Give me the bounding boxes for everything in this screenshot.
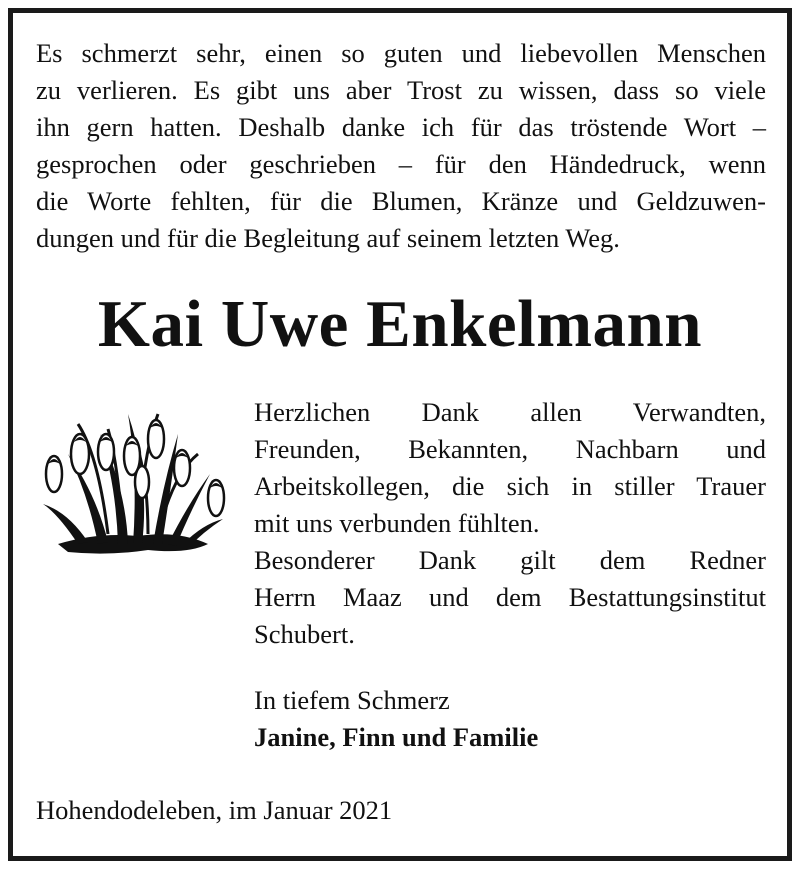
place-date: Hohendodeleben, im Januar 2021 bbox=[36, 795, 393, 825]
snowdrop-flowers-icon bbox=[38, 394, 233, 562]
thanks-line: Herrn Maaz und dem Bestattungsinstitut bbox=[254, 582, 766, 612]
thanks-line: Besonderer Dank gilt dem Redner bbox=[254, 545, 766, 575]
thanks-line: Arbeitskollegen, die sich in stiller Trauer bbox=[254, 471, 766, 501]
deceased-name: Kai Uwe Enkelmann bbox=[97, 287, 703, 361]
thanks-line: Herzlichen Dank allen Verwandten, bbox=[254, 397, 766, 427]
intro-paragraph bbox=[36, 35, 766, 257]
signatories: Janine, Finn und Familie bbox=[254, 722, 539, 752]
intro-line: ihn gern hatten. Deshalb danke ich für das tröstende Wort – bbox=[36, 112, 766, 142]
intro-line: dungen und für die Begleitung auf seinem letzten Weg. bbox=[36, 223, 620, 253]
intro-line: die Worte fehlten, für die Blumen, Kränze und Geldzuwen- bbox=[36, 186, 766, 216]
closing-phrase: In tiefem Schmerz bbox=[254, 685, 450, 715]
thanks-line: mit uns verbunden fühlten. bbox=[254, 508, 540, 538]
intro-line: gesprochen oder geschrieben – für den Händedruck, wenn bbox=[36, 149, 766, 179]
thanks-paragraph bbox=[254, 394, 766, 653]
thanks-line: Freunden, Bekannten, Nachbarn und bbox=[254, 434, 766, 464]
thanks-line: Schubert. bbox=[254, 619, 355, 649]
closing-block bbox=[254, 682, 766, 756]
intro-line: zu verlieren. Es gibt uns aber Trost zu wissen, dass so viele bbox=[36, 75, 766, 105]
intro-line: Es schmerzt sehr, einen so guten und liebevollen Menschen bbox=[36, 38, 766, 68]
